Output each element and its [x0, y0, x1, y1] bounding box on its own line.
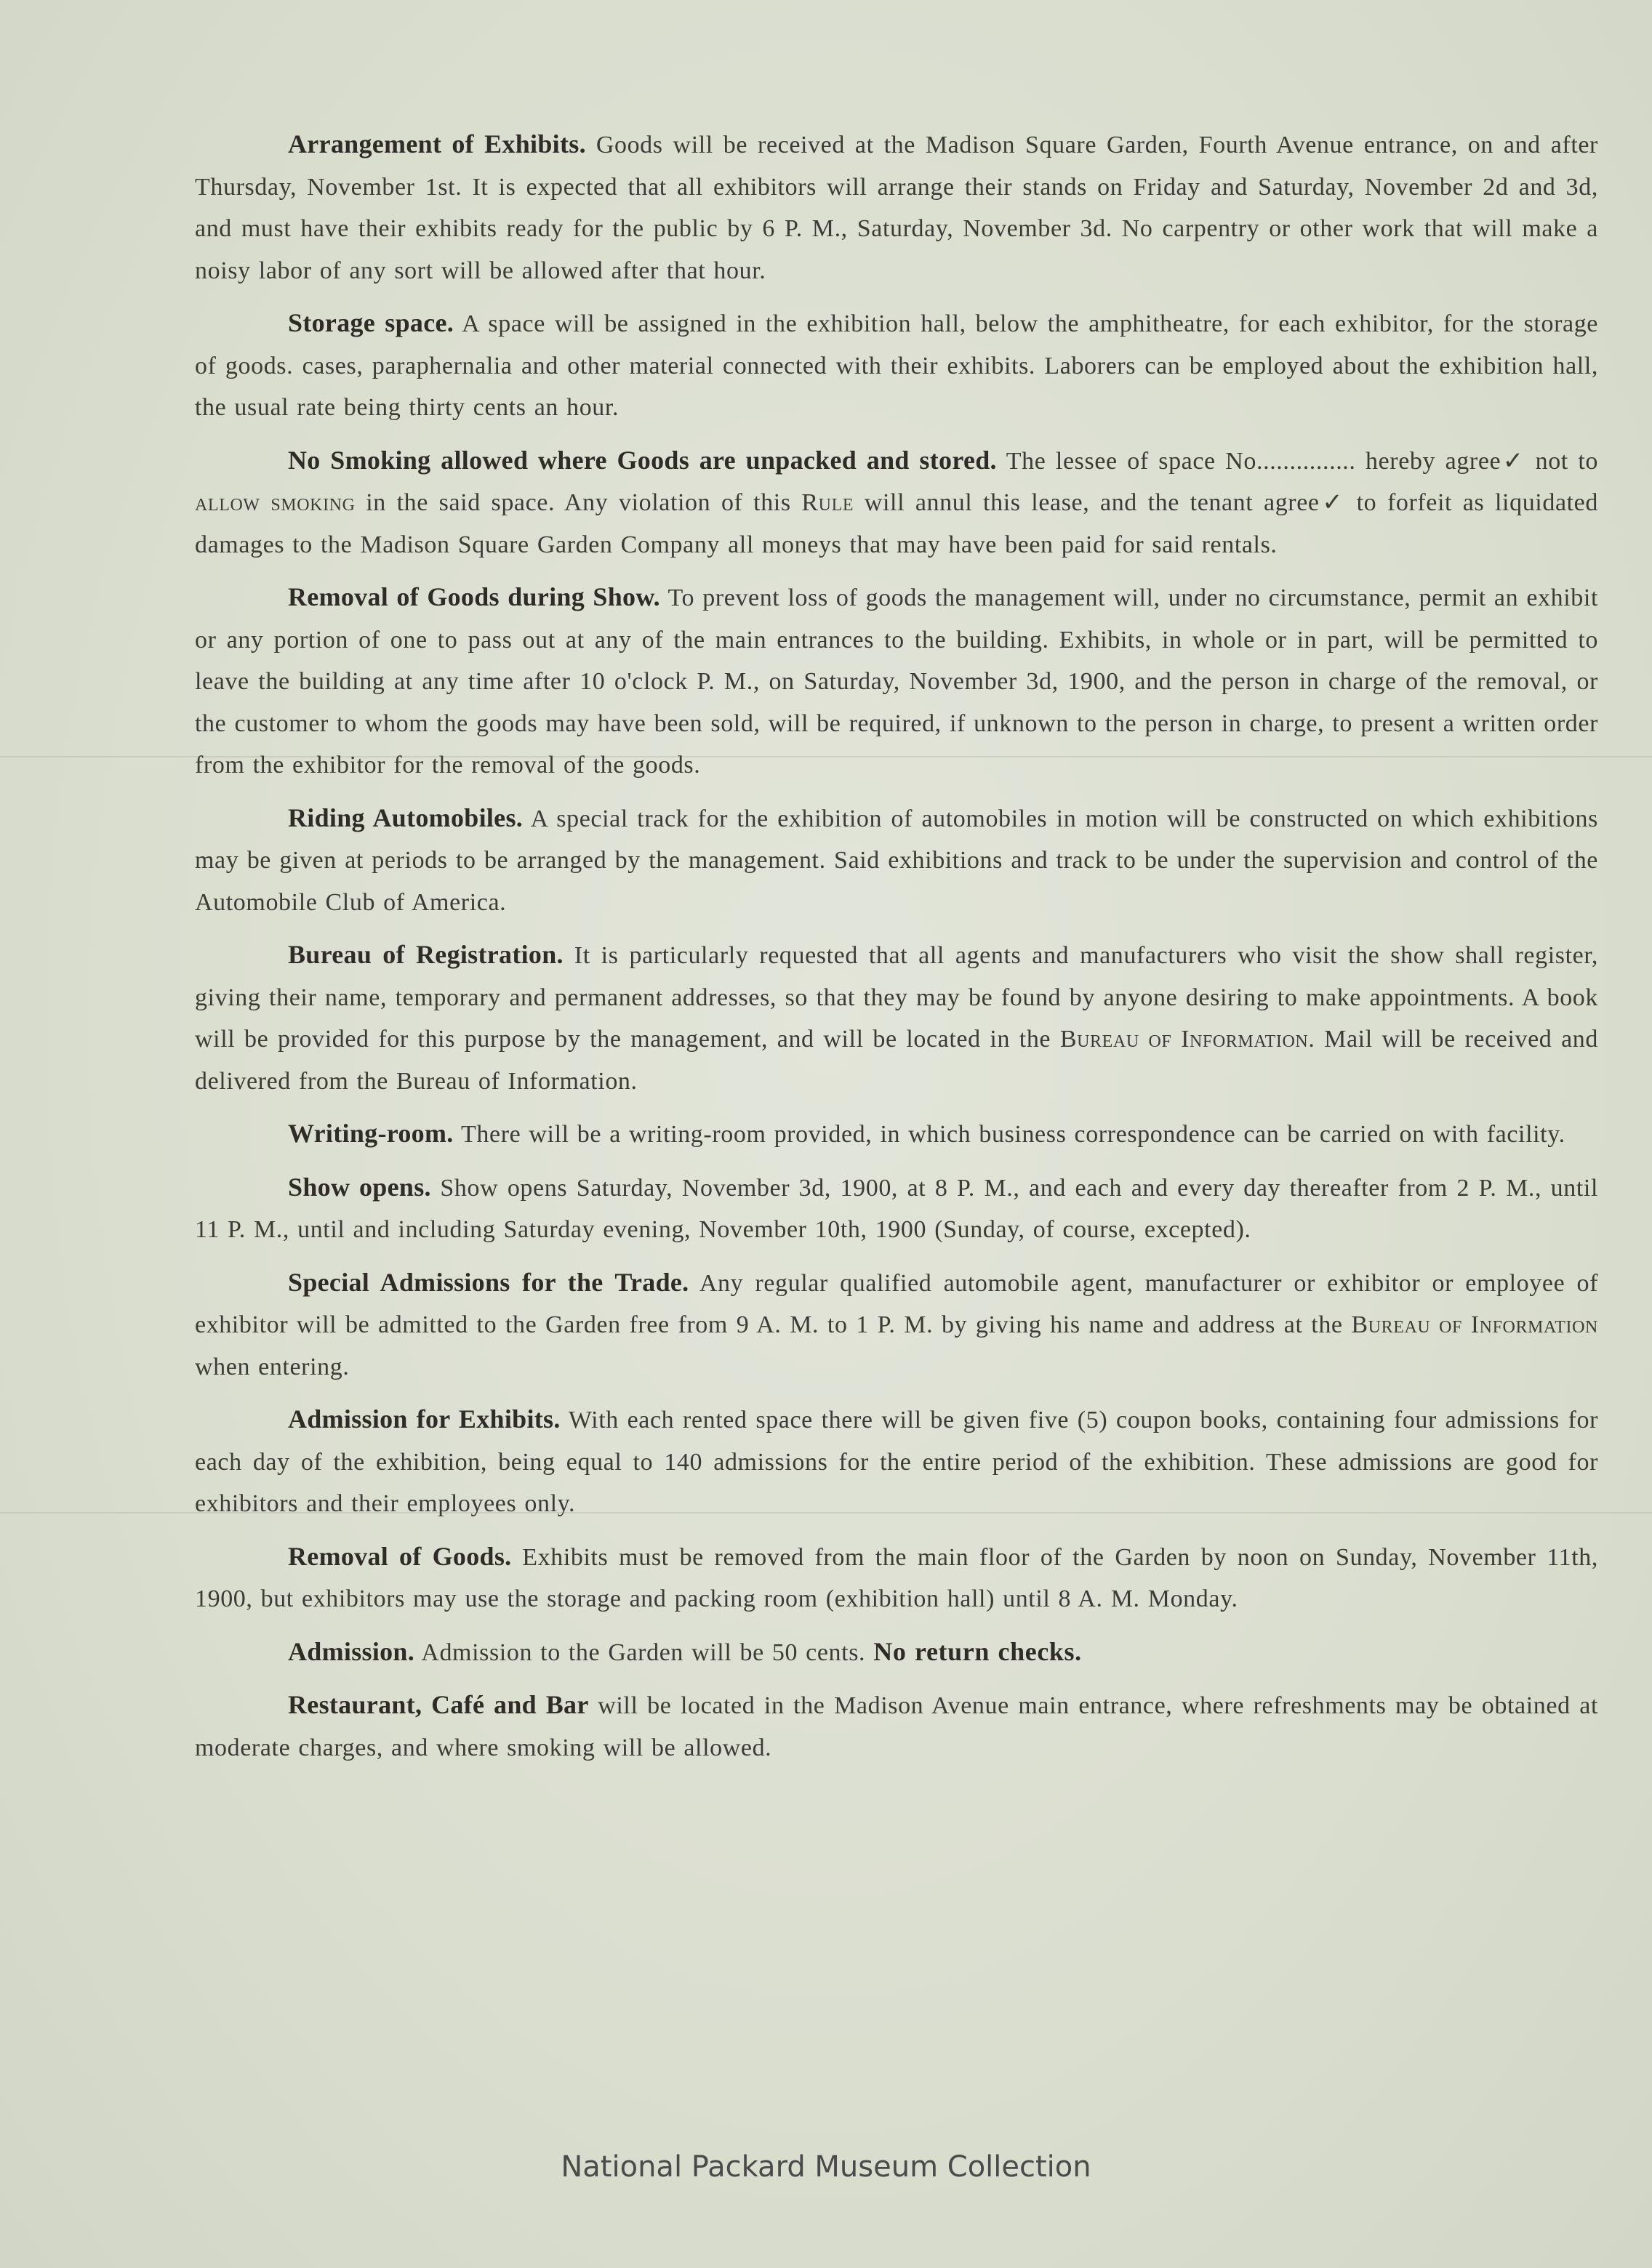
paragraph-heading: Admission.	[288, 1636, 415, 1666]
paragraph-smallcaps: Bureau of Information	[1351, 1311, 1598, 1338]
paragraph-text: To prevent loss of goods the management will, under no circumstance, permit an exhibit or any portion of one to pass out at any of the main entrances to the building. Exhibits, in whole or in part, will be permitted to leave the building at any time after 10 o'clock P. M., on Saturday, November 3d, 1900, and the person in charge of the removal, or the customer to whom the goods may have been sold, will be required, if unknown to the person in charge, to present a written order from the exhibitor for the removal of the goods.	[195, 584, 1598, 779]
paragraph-smallcaps: allow smoking	[195, 489, 356, 516]
paragraph-heading: Storage space.	[288, 308, 454, 337]
paragraph-heading: Show opens.	[288, 1172, 431, 1202]
paragraph-text: Mail will be received and delivered from the Bureau of Information.	[195, 1026, 1598, 1095]
paragraph-no-smoking	[195, 440, 1598, 566]
paragraph-admission	[195, 1631, 1598, 1674]
paragraph-heading: Restaurant, Café and Bar	[288, 1690, 589, 1719]
paragraph-heading: Removal of Goods during Show.	[288, 582, 660, 611]
paragraph-admission-for-exhibits	[195, 1399, 1598, 1525]
paragraph-writing-room	[195, 1113, 1598, 1156]
paragraph-text: There will be a writing-room provided, in which business correspondence can be carried on with facility.	[453, 1121, 1565, 1148]
paragraph-heading: Admission for Exhibits.	[288, 1404, 561, 1433]
paragraph-text: Exhibits must be removed from the main floor of the Garden by noon on Sunday, November 11th, 1900, but exhibitors may use the storage and packing room (exhibition hall) until 8 A. M. Monday.	[195, 1543, 1599, 1612]
paragraph-storage-space	[195, 302, 1598, 429]
collection-credit: National Packard Museum Collection	[561, 2150, 1091, 2184]
paragraph-text: It is particularly requested that all agents and manufacturers who visit the show shall register, giving their name, temporary and permanent addresses, so that they may be found by anyone desiring to make appointments. A book will be provided for this purpose by the management, and will be located in the	[195, 942, 1598, 1053]
paragraph-text: Show opens Saturday, November 3d, 1900, at 8 P. M., and each and every day thereafter from 2 P. M., until 11 P. M., until and including Saturday evening, November 10th, 1900 (Sunday, of course, excepted).	[195, 1174, 1599, 1243]
paragraph-smallcaps: Bureau of Information.	[1059, 1026, 1315, 1053]
paragraph-text: will annul this lease, and the tenant agree✓ to forfeit as liquidated damages to the Madison Square Garden Company all moneys that may have been paid for said rentals.	[195, 489, 1598, 558]
paragraph-text: The lessee of space No............... hereby agree✓ not to	[996, 447, 1599, 475]
paragraph-heading: Riding Automobiles.	[288, 803, 524, 832]
paragraph-restaurant	[195, 1684, 1598, 1769]
paragraph-text: Goods will be received at the Madison Square Garden, Fourth Avenue entrance, on and after Thursday, November 1st. It is expected that all exhibitors will arrange their stands on Friday and Saturday, November 2d and 3d, and must have their exhibits ready for the public by 6 P. M., Saturday, November 3d. No carpentry or other work that will make a noisy labor of any sort will be allowed after that hour.	[195, 132, 1598, 284]
paragraph-heading: Special Admissions for the Trade.	[288, 1267, 689, 1297]
paragraph-text: in the said space. Any violation of this	[355, 489, 802, 516]
paragraph-smallcaps: Rule	[801, 489, 854, 516]
no-return-checks-notice: No return checks.	[873, 1636, 1082, 1666]
document-body	[195, 124, 1598, 1780]
paragraph-text: when entering.	[195, 1353, 350, 1380]
paragraph-text: will be located in the Madison Avenue main entrance, where refreshments may be obtained at moderate charges, and where smoking will be allowed.	[195, 1692, 1598, 1761]
paragraph-special-admissions	[195, 1262, 1598, 1388]
paragraph-heading: Bureau of Registration.	[288, 940, 564, 969]
paragraph-show-opens	[195, 1167, 1598, 1251]
paragraph-riding-automobiles	[195, 797, 1598, 924]
paragraph-bureau-of-registration	[195, 934, 1598, 1102]
paragraph-text: Any regular qualified automobile agent, manufacturer or exhibitor or employee of exhibitor will be admitted to the Garden free from 9 A. M. to 1 P. M. by giving his name and address at the	[195, 1269, 1599, 1338]
paragraph-text: A special track for the exhibition of automobiles in motion will be constructed on which exhibitions may be given at periods to be arranged by the management. Said exhibitions and track to be under the supervision and control of the Automobile Club of America.	[195, 805, 1598, 916]
paragraph-arrangement-of-exhibits	[195, 124, 1598, 291]
paragraph-text: With each rented space there will be given five (5) coupon books, containing four admissions for each day of the exhibition, being equal to 140 admissions for the entire period of the exhibition. These admissions are good for exhibitors and their employees only.	[195, 1407, 1599, 1517]
paragraph-heading: No Smoking allowed where Goods are unpacked and stored.	[288, 445, 997, 475]
paragraph-removal-of-goods	[195, 1536, 1598, 1620]
paragraph-heading: Arrangement of Exhibits.	[288, 129, 586, 158]
paragraph-removal-during-show	[195, 576, 1598, 787]
paragraph-heading: Writing-room.	[288, 1119, 454, 1148]
paragraph-text: A space will be assigned in the exhibition hall, below the amphitheatre, for each exhibitor, for the storage of goods. cases, paraphernalia and other material connected with their exhibits. Laborers can be employed about the exhibition hall, the usual rate being thirty cents an hour.	[195, 310, 1598, 421]
paragraph-heading: Removal of Goods.	[288, 1541, 512, 1571]
paragraph-text: Admission to the Garden will be 50 cents.	[414, 1638, 874, 1666]
